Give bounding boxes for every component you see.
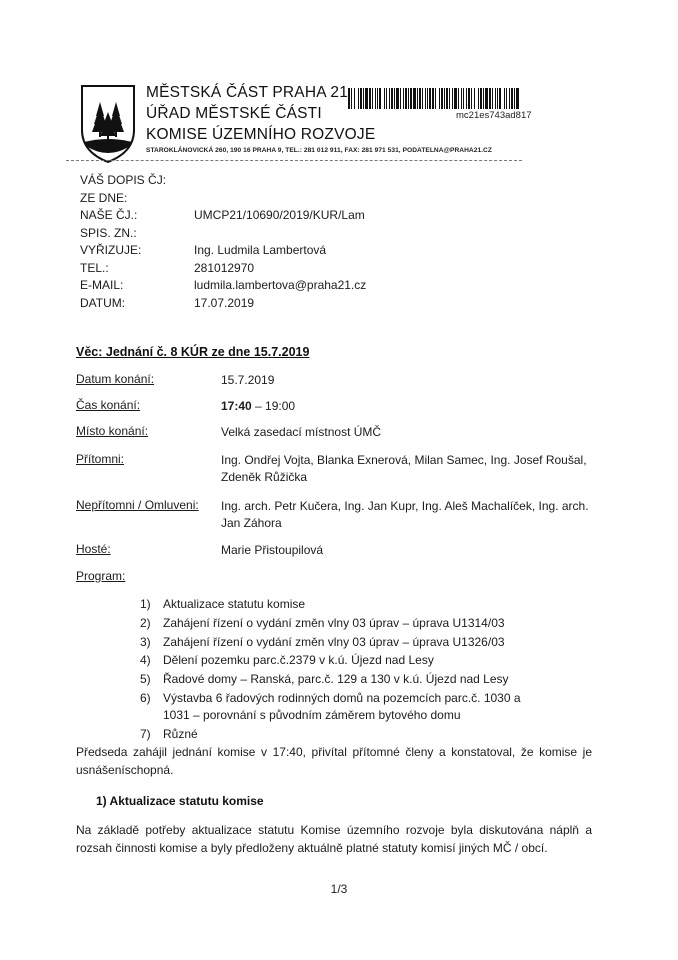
municipality-name: MĚSTSKÁ ČÁST PRAHA 21 [146, 84, 349, 101]
barcode-bar [468, 88, 470, 109]
reference-label: VÁŠ DOPIS ČJ: [80, 173, 167, 187]
barcode-bar [514, 88, 515, 109]
present-value: Ing. Ondřej Vojta, Blanka Exnerová, Milan Samec, Ing. Josef Roušal, Zdeněk Růžička [221, 453, 587, 484]
program-label: Program: [76, 569, 126, 583]
reference-row [80, 277, 366, 295]
reference-label: VYŘIZUJE: [80, 243, 142, 257]
reference-value: UMCP21/10690/2019/KUR/Lam [194, 208, 365, 222]
barcode-bar [511, 88, 513, 109]
barcode-bar [354, 88, 355, 109]
agenda-item-number: 4) [140, 653, 151, 668]
header-separator [66, 160, 522, 161]
barcode-id: mc21es743ad817 [456, 110, 532, 121]
barcode-bar [417, 88, 418, 109]
barcode-bar [458, 88, 459, 109]
time-end: – 19:00 [251, 399, 296, 413]
barcode-bar [365, 88, 368, 109]
agenda-item [140, 634, 535, 651]
agenda-item-number: 5) [140, 672, 151, 687]
agenda-item-text: Výstavba 6 řadových rodinných domů na pozemcích parc.č. 1030 a 1031 – porovnání s původním záměrem bytového domu [163, 690, 521, 722]
reference-row [80, 260, 366, 278]
barcode-bar [360, 88, 362, 109]
barcode-bar [351, 88, 352, 109]
reference-block [80, 172, 366, 312]
barcode-bar [372, 88, 373, 109]
barcode-bar [452, 88, 453, 109]
coat-of-arms-logo [80, 84, 136, 164]
barcode-bar [427, 88, 428, 109]
reference-value: Ing. Ludmila Lambertová [194, 243, 327, 257]
place-value: Velká zasedací místnost ÚMČ [221, 425, 382, 439]
barcode-bar [389, 88, 390, 109]
reference-label: SPIS. ZN.: [80, 225, 137, 240]
office-name: ÚŘAD MĚSTSKÉ ČÁSTI [146, 105, 322, 122]
barcode-bar [480, 88, 482, 109]
barcode-bar [384, 88, 385, 109]
barcode-bar [403, 88, 404, 109]
section-1-text: Na základě potřeby aktualizace statutu Komise územního rozvoje byla diskutována náplň a rozsah činnosti komise a byly předloženy aktuálně platné statuty komisí jiných MČ / obcí. [76, 823, 592, 855]
barcode-bar [506, 88, 507, 109]
absent-value: Ing. arch. Petr Kučera, Ing. Jan Kupr, Ing. Aleš Machalíček, Ing. arch. Jan Záhora [221, 499, 589, 530]
agenda-item [140, 615, 535, 632]
barcode-bar [466, 88, 467, 109]
barcode-bar [429, 88, 431, 109]
agenda-item-number: 3) [140, 634, 151, 649]
barcode-bar [446, 88, 448, 109]
date-value: 15.7.2019 [221, 373, 275, 387]
barcode-bar [474, 88, 475, 109]
reference-value: 281012970 [194, 260, 255, 275]
barcode-bar [463, 88, 464, 109]
barcode-bar [454, 88, 457, 109]
reference-row [80, 242, 366, 260]
agenda-item-number: 1) [140, 597, 151, 611]
barcode-bar [410, 88, 412, 109]
barcode-bar [432, 88, 434, 109]
barcode-bar [396, 88, 399, 109]
barcode-bar [408, 88, 409, 109]
barcode-bar [386, 88, 387, 109]
agenda-item [140, 596, 535, 613]
agenda-item-text: Zahájení řízení o vydání změn vlny 03 úprav – úprava U1326/03 [163, 634, 505, 649]
agenda-item [140, 690, 535, 724]
barcode-bar [348, 88, 350, 109]
barcode-bar [492, 88, 493, 109]
barcode-bar [435, 88, 436, 109]
reference-value: 17.07.2019 [194, 295, 255, 310]
reference-label: ZE DNE: [80, 190, 128, 205]
reference-row [80, 190, 366, 208]
reference-row [80, 295, 366, 313]
time-start: 17:40 [221, 399, 252, 413]
agenda-item-number: 7) [140, 726, 151, 741]
absent-label: Nepřítomni / Omluveni: [76, 498, 199, 512]
barcode-bar [485, 88, 488, 109]
subject-line: Věc: Jednání č. 8 KÚR ze dne 15.7.2019 [76, 345, 310, 359]
agenda-item-text: Zahájení řízení o vydání změn vlny 03 úprav – úprava U1314/03 [163, 615, 505, 630]
date-label: Datum konání: [76, 372, 155, 386]
reference-label: NAŠE ČJ.: [80, 208, 138, 222]
barcode-bar [400, 88, 401, 109]
barcode-bar [422, 88, 423, 109]
place-label: Místo konání: [76, 424, 149, 438]
barcode-bar [419, 88, 421, 109]
barcode-bar [425, 88, 426, 109]
reference-row [80, 225, 366, 243]
reference-label: E-MAIL: [80, 278, 124, 292]
agenda-item-text: Různé [163, 726, 198, 741]
agenda-list [140, 596, 535, 745]
present-label: Přítomni: [76, 452, 125, 466]
reference-label: TEL.: [80, 260, 109, 275]
barcode-bar [499, 88, 501, 109]
section-1-heading: 1) Aktualizace statutu komise [96, 794, 264, 808]
agenda-item [140, 726, 535, 743]
barcode-bar [363, 88, 364, 109]
guests-label: Hosté: [76, 542, 111, 556]
barcode-bar [439, 88, 440, 109]
barcode-bar [375, 88, 376, 109]
reference-value: ludmila.lambertova@praha21.cz [194, 278, 367, 292]
barcode [348, 88, 520, 109]
page-number: 1/3 [330, 882, 348, 896]
barcode-bar [489, 88, 491, 109]
agenda-item-text: Aktualizace statutu komise [163, 597, 306, 611]
barcode-bar [441, 88, 443, 109]
barcode-bar [478, 88, 479, 109]
barcode-bar [391, 88, 393, 109]
committee-name: KOMISE ÚZEMNÍHO ROZVOJE [146, 126, 376, 143]
intro-paragraph: Předseda zahájil jednání komise v 17:40, přivítal přítomné členy a konstatoval, že komise je usnášeníschopná. [76, 745, 592, 777]
barcode-bar [471, 88, 472, 109]
office-address: STAROKLÁNOVICKÁ 260, 190 16 PRAHA 9, TEL.: 281 012 911, FAX: 281 971 531, PODATELNA@PRAHA21.CZ [146, 147, 492, 154]
barcode-bar [394, 88, 395, 109]
barcode-bar [405, 88, 407, 109]
barcode-bar [413, 88, 416, 109]
barcode-bar [516, 88, 519, 109]
barcode-bar [369, 88, 371, 109]
barcode-bar [497, 88, 498, 109]
agenda-item [140, 671, 535, 688]
agenda-item-text: Řadové domy – Ranská, parc.č. 129 a 130 v k.ú. Újezd nad Lesy [163, 672, 509, 687]
barcode-bar [461, 88, 462, 109]
time-value [221, 398, 601, 415]
reference-row [80, 172, 366, 190]
guests-value: Marie Přistoupilová [221, 543, 324, 557]
agenda-item-number: 2) [140, 615, 151, 630]
barcode-bar [377, 88, 378, 109]
agenda-item [140, 652, 535, 669]
reference-row [80, 207, 366, 225]
barcode-bar [449, 88, 450, 109]
barcode-bar [509, 88, 510, 109]
barcode-bar [379, 88, 381, 109]
barcode-bar [358, 88, 359, 109]
agenda-item-number: 6) [140, 690, 151, 705]
barcode-bar [483, 88, 484, 109]
barcode-bar [495, 88, 496, 109]
barcode-bar [504, 88, 505, 109]
barcode-bar [444, 88, 445, 109]
reference-label: DATUM: [80, 295, 126, 310]
agenda-item-text: Dělení pozemku parc.č.2379 v k.ú. Újezd nad Lesy [163, 653, 434, 668]
time-label: Čas konání: [76, 398, 141, 412]
